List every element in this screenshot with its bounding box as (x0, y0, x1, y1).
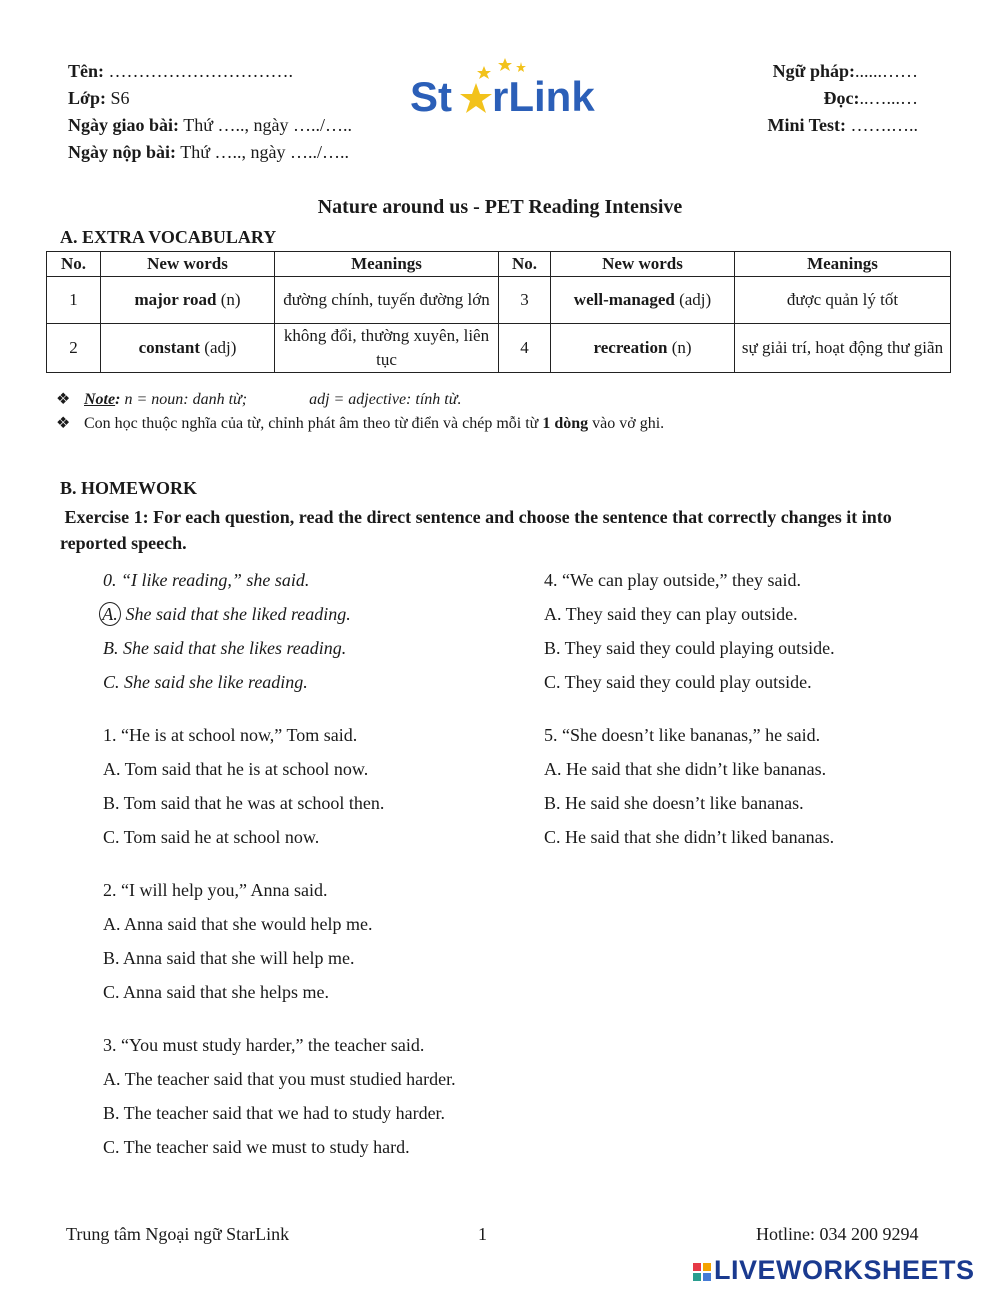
selected-answer-circle: A. (99, 602, 121, 626)
answer-option[interactable]: B. The teacher said that we had to study harder. (103, 1103, 446, 1123)
name-field[interactable]: …………………………. (108, 61, 293, 81)
answer-option[interactable]: C. The teacher said we must to study hard. (103, 1137, 410, 1157)
footer-hotline: Hotline: 034 200 9294 (756, 1224, 919, 1244)
note-line: ❖ Note: n = noun: danh từ; adj = adjective: tính từ. (56, 388, 461, 412)
submit-date-line: Ngày nộp bài: Thứ ….., ngày …../….. (68, 142, 349, 162)
answer-option[interactable]: C. They said they could play outside. (544, 672, 812, 692)
answer-option[interactable]: B. Tom said that he was at school then. (103, 793, 385, 813)
reading-score: Đọc:..…...… (823, 88, 918, 108)
answer-option[interactable]: B. She said that she likes reading. (103, 638, 347, 658)
question-3: 3. “You must study harder,” the teacher said. A. The teacher said that you must studied harder. B. The teacher said that we had to study harder. C. The teacher said we must to study hard. (103, 1028, 456, 1164)
starlink-logo (410, 56, 610, 118)
page-title: Nature around us - PET Reading Intensive (317, 196, 683, 218)
svg-text:St: St (410, 73, 452, 118)
vocabulary-table (46, 251, 951, 373)
table-header-row: No. New words Meanings No. New words Meanings (47, 252, 951, 277)
table-row: 1 major road (n) đường chính, tuyến đường lớn 3 well-managed (adj) được quản lý tốt (47, 277, 951, 324)
answer-option[interactable]: C. Tom said he at school now. (103, 827, 320, 847)
minitest-score: Mini Test: …….….. (767, 115, 918, 135)
question-0: 0. “I like reading,” she said. A. She said that she liked reading. B. She said that she likes reading. C. She said she like reading. (103, 563, 351, 699)
assign-date-line: Ngày giao bài: Thứ ….., ngày …../….. (68, 115, 352, 135)
answer-option[interactable]: A. Tom said that he is at school now. (103, 759, 369, 779)
answer-option[interactable]: C. She said she like reading. (103, 672, 308, 692)
grammar-score: Ngữ pháp:......…… (772, 61, 918, 81)
answer-option[interactable]: A. Anna said that she would help me. (103, 914, 373, 934)
answer-option[interactable]: A. The teacher said that you must studied harder. (103, 1069, 456, 1089)
answer-option[interactable]: B. He said she doesn’t like bananas. (544, 793, 804, 813)
liveworksheets-logo-icon (692, 1262, 714, 1282)
section-b-heading: B. HOMEWORK (60, 478, 198, 498)
exercise-1-instruction: Exercise 1: For each question, read the direct sentence and choose the sentence that correctly changes it into reported speech. (60, 507, 892, 553)
question-1: 1. “He is at school now,” Tom said. A. Tom said that he is at school now. B. Tom said that he was at school then. C. Tom said he at school now. (103, 718, 384, 854)
student-info (68, 58, 352, 166)
liveworksheets-watermark: LIVEWORKSHEETS (692, 1255, 975, 1286)
answer-option[interactable]: C. He said that she didn’t liked bananas. (544, 827, 835, 847)
question-5: 5. “She doesn’t like bananas,” he said. A. He said that she didn’t like bananas. B. He said she doesn’t like bananas. C. He said that she didn’t liked bananas. (544, 718, 834, 854)
section-a-heading: A. EXTRA VOCABULARY (60, 227, 277, 247)
question-2: 2. “I will help you,” Anna said. A. Anna said that she would help me. B. Anna said that she will help me. C. Anna said that she helps me. (103, 873, 372, 1009)
answer-option[interactable]: A. She said that she liked reading. (103, 597, 351, 631)
class-line: Lớp: S6 (68, 88, 130, 108)
question-4: 4. “We can play outside,” they said. A. They said they can play outside. B. They said they could playing outside. C. They said they could play outside. (544, 563, 835, 699)
score-box (767, 58, 918, 139)
table-row: 2 constant (adj) không đổi, thường xuyên, liên tục 4 recreation (n) sự giải trí, hoạt động thư giãn (47, 324, 951, 373)
page-number: 1 (478, 1224, 487, 1244)
bullet-icon: ❖ (56, 415, 71, 432)
footer-center-name: Trung tâm Ngoại ngữ StarLink (66, 1224, 290, 1244)
answer-option[interactable]: B. Anna said that she will help me. (103, 948, 355, 968)
svg-text:rLink: rLink (492, 73, 595, 118)
answer-option[interactable]: B. They said they could playing outside. (544, 638, 835, 658)
answer-option[interactable]: A. He said that she didn’t like bananas. (544, 759, 827, 779)
bullet-icon: ❖ (56, 391, 71, 408)
instruction-line: ❖ Con học thuộc nghĩa của từ, chỉnh phát âm theo từ điển và chép mỗi từ 1 dòng vào vở ghi. (56, 412, 664, 436)
name-line: Tên: …………………………. (68, 61, 293, 81)
answer-option[interactable]: A. They said they can play outside. (544, 604, 798, 624)
answer-option[interactable]: C. Anna said that she helps me. (103, 982, 329, 1002)
